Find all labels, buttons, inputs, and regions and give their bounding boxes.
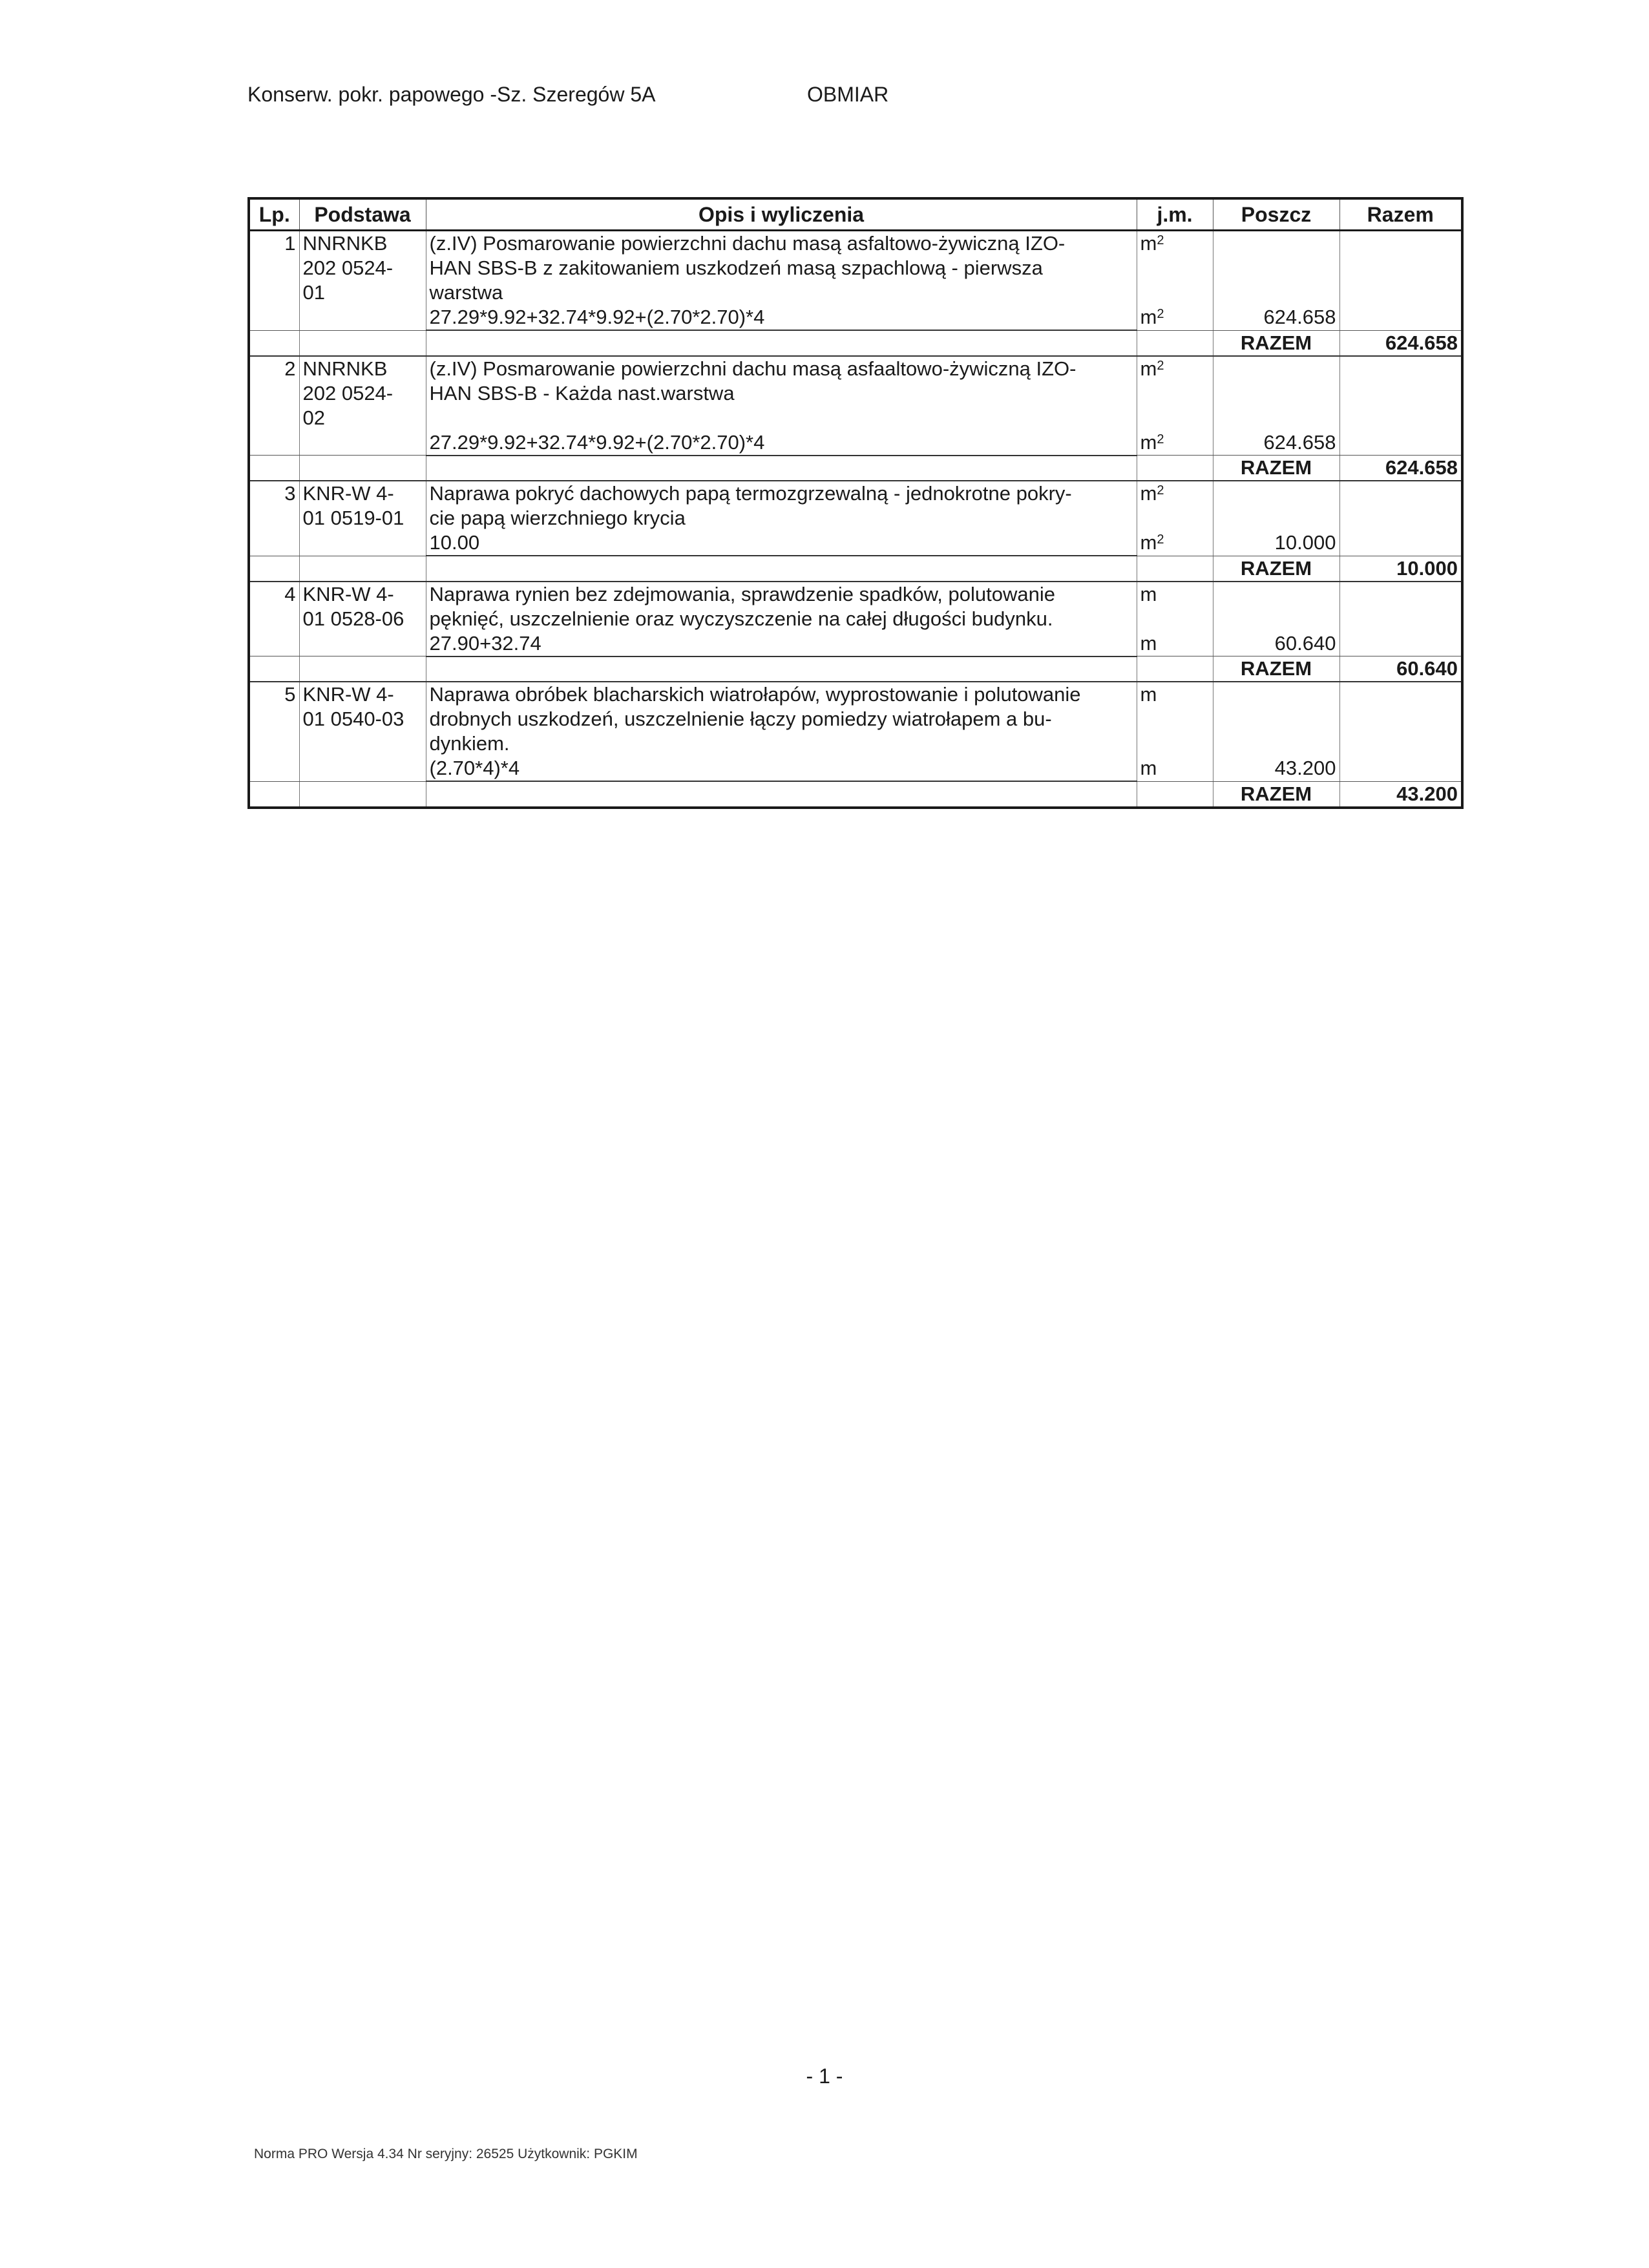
calculation-unit xyxy=(1137,631,1213,656)
item-description xyxy=(426,481,1137,530)
basis-line: 01 xyxy=(302,281,325,304)
obmiar-table xyxy=(247,197,1464,809)
unit-symbol: m xyxy=(1140,582,1157,605)
item-number: 1 xyxy=(284,232,296,255)
unit-symbol: m xyxy=(1140,232,1157,255)
calculation-unit xyxy=(1137,430,1213,456)
description-line: drobnych uszkodzeń, uszczelnienie łączy pomiedzy wiatrołapem a bu- xyxy=(429,708,1052,730)
description-line: warstwa xyxy=(429,281,503,304)
partial-quantity: 10.000 xyxy=(1213,530,1339,556)
total-row xyxy=(249,556,1462,582)
item-unit xyxy=(1137,481,1213,530)
item-number: 4 xyxy=(284,582,296,605)
unit-symbol: m xyxy=(1140,683,1157,706)
item-number: 5 xyxy=(284,683,296,706)
description-line: Naprawa pokryć dachowych papą termozgrzewalną - jednokrotne pokry- xyxy=(429,482,1072,505)
total-row xyxy=(249,456,1462,481)
description-line: HAN SBS-B - Każda nast.warstwa xyxy=(429,381,735,404)
item-description xyxy=(426,231,1137,306)
unit-exponent: 2 xyxy=(1157,233,1164,247)
basis-line: NNRNKB xyxy=(302,357,388,380)
description-line: Naprawa rynien bez zdejmowania, sprawdzenie spadków, polutowanie xyxy=(429,582,1055,605)
page-number: - 1 - xyxy=(806,2064,843,2088)
unit-symbol: m xyxy=(1140,306,1157,328)
total-value: 60.640 xyxy=(1339,656,1462,682)
basis-line: NNRNKB xyxy=(302,232,388,255)
unit-symbol: m xyxy=(1140,631,1157,655)
column-header-razem: Razem xyxy=(1339,198,1462,231)
page-header xyxy=(247,83,889,107)
calculation-unit xyxy=(1137,305,1213,330)
description-line: cie papą wierzchniego krycia xyxy=(429,507,686,529)
description-line: (z.IV) Posmarowanie powierzchni dachu masą asfaltowo-żywiczną IZO- xyxy=(429,232,1066,255)
unit-symbol: m xyxy=(1140,430,1157,454)
description-line: dynkiem. xyxy=(429,732,510,755)
total-label: RAZEM xyxy=(1213,456,1339,481)
basis-line: 01 0528-06 xyxy=(302,607,404,630)
table-row xyxy=(249,582,1462,631)
item-unit xyxy=(1137,582,1213,631)
calculation-row xyxy=(249,530,1462,556)
total-row xyxy=(249,656,1462,682)
total-value: 43.200 xyxy=(1339,781,1462,808)
partial-quantity: 60.640 xyxy=(1213,631,1339,656)
document-title: Konserw. pokr. papowego -Sz. Szeregów 5A xyxy=(247,83,656,106)
calculation-formula: 27.29*9.92+32.74*9.92+(2.70*2.70)*4 xyxy=(426,305,1137,330)
description-line xyxy=(430,406,1133,430)
description-line: pęknięć, uszczelnienie oraz wyczyszczenie na całej długości budynku. xyxy=(429,607,1053,630)
total-label: RAZEM xyxy=(1213,330,1339,356)
calculation-formula: 10.00 xyxy=(426,530,1137,556)
column-header-jm: j.m. xyxy=(1137,198,1213,231)
calculation-unit xyxy=(1137,756,1213,781)
item-unit xyxy=(1137,682,1213,756)
item-number: 2 xyxy=(284,357,296,380)
total-row xyxy=(249,330,1462,356)
basis-line: 202 0524- xyxy=(302,381,394,404)
total-value: 10.000 xyxy=(1339,556,1462,582)
calculation-formula: 27.29*9.92+32.74*9.92+(2.70*2.70)*4 xyxy=(426,430,1137,456)
total-label: RAZEM xyxy=(1213,556,1339,582)
item-unit xyxy=(1137,231,1213,306)
table-row xyxy=(249,356,1462,430)
description-line: Naprawa obróbek blacharskich wiatrołapów, wyprostowanie i polutowanie xyxy=(429,683,1081,706)
item-basis xyxy=(299,481,426,530)
description-line: (z.IV) Posmarowanie powierzchni dachu masą asfaaltowo-żywiczną IZO- xyxy=(429,357,1077,380)
calculation-row xyxy=(249,305,1462,330)
item-description xyxy=(426,582,1137,631)
calculation-formula: (2.70*4)*4 xyxy=(426,756,1137,781)
software-footer: Norma PRO Wersja 4.34 Nr seryjny: 26525 Użytkownik: PGKIM xyxy=(254,2147,638,2161)
table-row xyxy=(249,481,1462,530)
total-label: RAZEM xyxy=(1213,781,1339,808)
basis-line: 202 0524- xyxy=(302,257,394,279)
unit-exponent: 2 xyxy=(1157,358,1164,373)
basis-line: KNR-W 4- xyxy=(302,482,394,505)
basis-line: KNR-W 4- xyxy=(302,582,394,605)
basis-line: 02 xyxy=(302,406,325,429)
total-label: RAZEM xyxy=(1213,656,1339,682)
unit-symbol: m xyxy=(1140,357,1157,380)
calculation-row xyxy=(249,756,1462,781)
item-basis xyxy=(299,682,426,756)
total-row xyxy=(249,781,1462,808)
item-basis xyxy=(299,582,426,631)
basis-line: 01 0540-03 xyxy=(302,708,404,730)
table-row xyxy=(249,682,1462,756)
table-row xyxy=(249,231,1462,306)
item-basis xyxy=(299,231,426,306)
item-description xyxy=(426,356,1137,430)
total-value: 624.658 xyxy=(1339,330,1462,356)
unit-symbol: m xyxy=(1140,757,1157,779)
column-header-lp: Lp. xyxy=(249,198,299,231)
document-type: OBMIAR xyxy=(807,83,889,106)
basis-line: KNR-W 4- xyxy=(302,683,394,706)
partial-quantity: 624.658 xyxy=(1213,430,1339,456)
total-value: 624.658 xyxy=(1339,456,1462,481)
partial-quantity: 624.658 xyxy=(1213,305,1339,330)
item-basis xyxy=(299,356,426,430)
unit-symbol: m xyxy=(1140,482,1157,505)
calculation-formula: 27.90+32.74 xyxy=(426,631,1137,656)
item-number: 3 xyxy=(284,482,296,505)
calculation-row xyxy=(249,430,1462,456)
item-unit xyxy=(1137,356,1213,430)
basis-line: 01 0519-01 xyxy=(302,507,404,529)
item-description xyxy=(426,682,1137,756)
calculation-unit xyxy=(1137,530,1213,556)
column-header-opis: Opis i wyliczenia xyxy=(426,198,1137,231)
unit-exponent: 2 xyxy=(1157,307,1164,321)
calculation-row xyxy=(249,631,1462,656)
partial-quantity: 43.200 xyxy=(1213,756,1339,781)
unit-symbol: m xyxy=(1140,531,1157,554)
unit-exponent: 2 xyxy=(1157,483,1164,498)
column-header-podstawa: Podstawa xyxy=(299,198,426,231)
table-header-row xyxy=(249,198,1462,231)
column-header-poszcz: Poszcz xyxy=(1213,198,1339,231)
unit-exponent: 2 xyxy=(1157,432,1164,446)
description-line: HAN SBS-B z zakitowaniem uszkodzeń masą szpachlową - pierwsza xyxy=(429,257,1043,279)
unit-exponent: 2 xyxy=(1157,532,1164,547)
